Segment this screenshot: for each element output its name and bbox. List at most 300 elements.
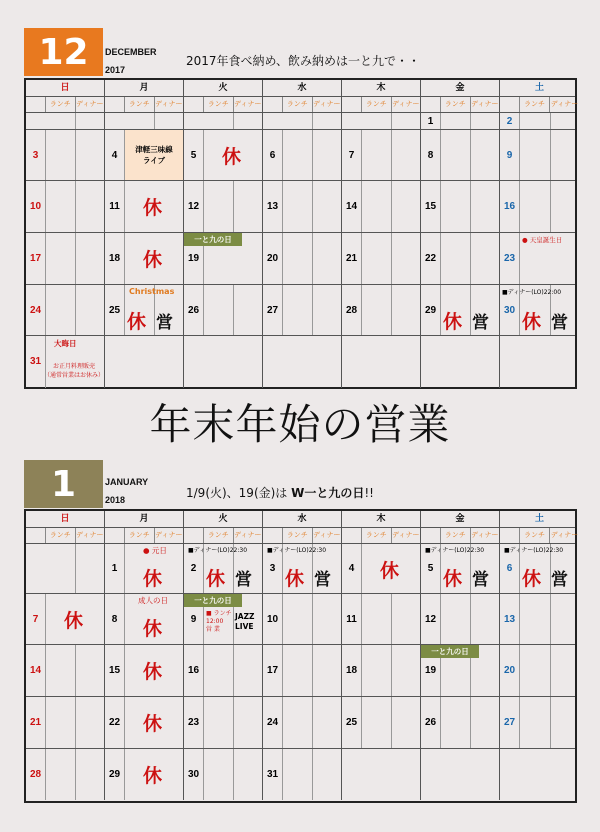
day-number: 21 [26, 697, 46, 748]
slot-divider [470, 285, 471, 335]
day-body [520, 130, 579, 180]
day-cell [342, 594, 421, 644]
day-cell [184, 336, 263, 388]
slot-divider [233, 285, 234, 335]
open-mark: 営 [551, 313, 568, 333]
day-body [204, 285, 262, 335]
week-row [26, 336, 575, 388]
day-number: 13 [500, 594, 520, 644]
slot-divider [75, 130, 76, 180]
day-cell [342, 749, 421, 800]
day-number: 19 [421, 645, 441, 696]
slot-blank [26, 97, 46, 112]
slot-blank [342, 97, 362, 112]
slot-dinner-label: ディナー [550, 531, 579, 539]
slot-blank [421, 97, 441, 112]
weekday-sun: 日 [26, 511, 105, 527]
weekday-thu: 木 [342, 80, 421, 96]
day-body [204, 645, 262, 696]
day-body [283, 336, 341, 388]
day-number: 8 [105, 594, 125, 644]
closed-mark: 休 [143, 249, 163, 271]
day-number: 10 [26, 181, 46, 232]
day-body [362, 233, 420, 284]
day-number: 1 [421, 113, 441, 129]
slot-divider [233, 645, 234, 696]
slot-divider [312, 645, 313, 696]
day-cell [105, 285, 184, 335]
day-body [520, 697, 579, 748]
slot-divider [312, 113, 313, 129]
slot-cell [105, 97, 184, 112]
slot-divider [391, 594, 392, 644]
slot-divider [550, 594, 551, 644]
day-number: 6 [263, 130, 283, 180]
day-body [520, 749, 579, 800]
day-cell [500, 130, 579, 180]
day-cell [342, 285, 421, 335]
day-body [362, 181, 420, 232]
slot-blank [26, 528, 46, 543]
day-cell [421, 181, 500, 232]
day-number [500, 336, 520, 388]
day-number: 20 [500, 645, 520, 696]
day-body [194, 233, 262, 284]
tagline-jan-bold: W一と九の日 [291, 486, 365, 500]
day-body [441, 181, 499, 232]
day-cell [26, 233, 105, 284]
day-body [441, 336, 499, 388]
week-row [26, 697, 575, 749]
week-row [26, 130, 575, 181]
calendar-jan [24, 509, 577, 803]
day-cell [105, 544, 184, 593]
day-body [283, 749, 341, 800]
day-cell [421, 594, 500, 644]
dinner-note: ■ディナー(LO)22:30 [188, 547, 248, 554]
day-cell [184, 645, 263, 696]
slot-divider [470, 181, 471, 232]
open-mark: 営 [551, 570, 568, 590]
event-omisoka: 大晦日 [54, 339, 77, 348]
day-number [421, 749, 441, 800]
closed-mark: 休 [143, 568, 163, 590]
slot-cell [500, 528, 579, 543]
day-number: 11 [105, 181, 125, 232]
event-ichitoku-day: 一と九の日 [421, 645, 479, 658]
closed-mark: 休 [143, 765, 163, 787]
day-cell [500, 181, 579, 232]
day-cell [500, 697, 579, 748]
day-body [362, 645, 420, 696]
slot-divider [75, 544, 76, 593]
day-body [441, 594, 499, 644]
closed-mark: 休 [522, 568, 542, 590]
day-cell [105, 181, 184, 232]
day-body [425, 544, 499, 593]
day-number: 18 [105, 233, 125, 284]
day-number: 25 [342, 697, 362, 748]
closed-mark: 休 [443, 568, 463, 590]
slot-cell [184, 97, 263, 112]
slot-lunch-label: ランチ [520, 528, 550, 543]
day-cell [421, 130, 500, 180]
day-body [188, 544, 262, 593]
day-number: 22 [105, 697, 125, 748]
day-cell [105, 749, 184, 800]
slot-divider [75, 697, 76, 748]
slot-lunch-label: ランチ [204, 528, 234, 543]
slot-header [26, 97, 579, 113]
closed-mark: 休 [143, 618, 163, 640]
day-number: 4 [342, 544, 362, 593]
day-number: 16 [184, 645, 204, 696]
weekday-fri: 金 [421, 80, 500, 96]
day-cell [263, 181, 342, 232]
day-cell [26, 544, 105, 593]
day-number: 30 [184, 749, 204, 800]
day-cell [500, 645, 579, 696]
slot-lunch-label: ランチ [441, 97, 471, 112]
day-cell [421, 749, 500, 800]
day-number [263, 336, 283, 388]
closed-mark: 休 [443, 311, 463, 333]
day-number: 26 [421, 697, 441, 748]
day-number: 12 [184, 181, 204, 232]
slot-divider [75, 181, 76, 232]
day-cell [263, 697, 342, 748]
weekday-sat: 土 [534, 83, 544, 93]
day-cell [184, 285, 263, 335]
day-number [26, 544, 46, 593]
week-row [26, 645, 575, 697]
day-cell [263, 336, 342, 388]
page-title: 年末年始の営業 [149, 400, 451, 449]
day-number: 1 [105, 544, 125, 593]
day-body [46, 697, 104, 748]
slot-cell [342, 528, 421, 543]
day-number [105, 336, 125, 388]
slot-lunch-label: ランチ [362, 528, 392, 543]
day-body [362, 336, 420, 388]
day-body [283, 594, 341, 644]
day-number: 15 [421, 181, 441, 232]
day-body [46, 130, 104, 180]
closed-mark: 休 [143, 197, 163, 219]
day-cell [263, 233, 342, 284]
day-body [362, 113, 420, 129]
day-cell [342, 645, 421, 696]
slot-cell [342, 97, 421, 112]
slot-divider [391, 233, 392, 284]
slot-divider [312, 749, 313, 800]
day-body [46, 544, 104, 593]
day-number: 29 [421, 285, 441, 335]
tagline-dec: 2017年食べ納め、飲み納めは一と九で・・ [186, 54, 421, 68]
day-cell [342, 697, 421, 748]
day-cell [26, 594, 105, 644]
day-cell [105, 336, 184, 388]
slot-dinner-label: ディナー [76, 531, 104, 539]
day-body [520, 181, 579, 232]
day-body [283, 233, 341, 284]
closed-mark: 休 [143, 713, 163, 735]
event-seijin: 成人の日 [138, 596, 168, 605]
day-body [43, 336, 104, 388]
day-cell [263, 594, 342, 644]
day-cell [421, 697, 500, 748]
day-number [26, 113, 46, 129]
slot-lunch-label: ランチ [46, 528, 76, 543]
dinner-note: ■ディナー(LO)22:30 [504, 547, 564, 554]
slot-divider [470, 130, 471, 180]
dinner-note: ■ディナー(LO)22:30 [267, 547, 327, 554]
day-number: 12 [421, 594, 441, 644]
day-number: 15 [105, 645, 125, 696]
day-body [283, 181, 341, 232]
slot-divider [470, 113, 471, 129]
day-number: 4 [105, 130, 125, 180]
day-body [204, 113, 262, 129]
day-cell [184, 130, 263, 180]
slot-header [26, 528, 579, 544]
slot-blank [342, 528, 362, 543]
day-body [125, 130, 183, 180]
day-number [105, 113, 125, 129]
weekday-tue: 火 [184, 80, 263, 96]
event-shamisen-live: 津軽三味線 ライブ [135, 145, 173, 165]
day-number [263, 113, 283, 129]
day-number: 7 [342, 130, 362, 180]
day-number: 27 [500, 697, 520, 748]
day-body [441, 130, 499, 180]
closed-mark: 休 [64, 610, 84, 632]
day-cell [263, 544, 342, 593]
open-mark: 営 [314, 570, 331, 590]
weekday-mon: 月 [105, 80, 184, 96]
event-osechi: お正月料理販売 （通常営業はお休み） [43, 363, 104, 379]
day-number: 5 [421, 544, 441, 593]
day-cell [105, 697, 184, 748]
event-christmas: Christmas [129, 287, 175, 296]
slot-divider [391, 113, 392, 129]
day-body [46, 645, 104, 696]
slot-lunch-label: ランチ [362, 97, 392, 112]
slot-blank [105, 97, 125, 112]
day-cell [184, 181, 263, 232]
day-number: 21 [342, 233, 362, 284]
day-number [342, 336, 362, 388]
day-body [46, 285, 104, 335]
day-cell [342, 113, 421, 129]
day-cell [184, 544, 263, 593]
day-cell [421, 336, 500, 388]
day-cell [263, 130, 342, 180]
weekday-mon: 月 [105, 511, 184, 527]
day-number: 8 [421, 130, 441, 180]
day-cell [263, 749, 342, 800]
slot-lunch-label: ランチ [46, 97, 76, 112]
slot-divider [233, 113, 234, 129]
weekday-tue: 火 [184, 511, 263, 527]
slot-divider [550, 645, 551, 696]
weekday-sun: 日 [26, 80, 105, 96]
slot-dinner-label: ディナー [155, 100, 183, 108]
slot-divider [391, 697, 392, 748]
day-body [125, 285, 183, 335]
day-body [204, 697, 262, 748]
day-cell [263, 645, 342, 696]
day-number: 31 [26, 336, 46, 388]
day-number [342, 749, 362, 800]
slot-divider [550, 113, 551, 129]
year-dec: 2017 [105, 65, 126, 75]
closed-mark: 休 [143, 661, 163, 683]
slot-blank [105, 528, 125, 543]
day-body [362, 697, 420, 748]
day-body [283, 645, 341, 696]
day-body [283, 285, 341, 335]
day-number: 28 [342, 285, 362, 335]
slot-blank [421, 528, 441, 543]
day-cell [184, 594, 263, 644]
slot-blank [184, 97, 204, 112]
tagline-jan-post: !! [364, 486, 374, 500]
day-body [441, 233, 499, 284]
dinner-note: ■ディナー(LO)22:00 [502, 289, 562, 296]
day-body [267, 544, 341, 593]
day-cell [342, 336, 421, 388]
day-number: 25 [105, 285, 125, 335]
day-cell [421, 645, 500, 696]
day-body [46, 594, 104, 644]
slot-lunch-label: ランチ [283, 528, 313, 543]
weekday-fri: 金 [421, 511, 500, 527]
week-rows [26, 113, 575, 388]
slot-divider [470, 233, 471, 284]
day-cell [26, 645, 105, 696]
slot-divider [312, 181, 313, 232]
day-cell [26, 130, 105, 180]
weekday-header [26, 511, 575, 528]
slot-divider [391, 645, 392, 696]
day-number: 10 [263, 594, 283, 644]
weekday-sat: 土 [534, 514, 544, 524]
day-body [520, 113, 579, 129]
day-body [46, 749, 104, 800]
weekday-wed: 水 [263, 511, 342, 527]
slot-cell [263, 97, 342, 112]
day-body [504, 544, 579, 593]
event-ichitoku-day: 一と九の日 [184, 233, 242, 246]
day-cell [26, 697, 105, 748]
day-number: 30 [500, 285, 520, 335]
day-number: 23 [500, 233, 520, 284]
closed-mark: 休 [285, 568, 305, 590]
day-cell [500, 233, 579, 284]
slot-cell [184, 528, 263, 543]
day-cell [421, 544, 500, 593]
day-number: 9 [184, 594, 204, 644]
day-cell [26, 336, 105, 388]
tagline-jan [186, 484, 374, 501]
day-number: 16 [500, 181, 520, 232]
day-body [431, 645, 499, 696]
day-number: 14 [342, 181, 362, 232]
day-cell [184, 233, 263, 284]
day-body [441, 697, 499, 748]
day-cell [421, 285, 500, 335]
slot-cell [105, 528, 184, 543]
open-mark: 営 [472, 313, 489, 333]
closed-mark: 休 [522, 311, 542, 333]
day-cell [263, 113, 342, 129]
day-body [125, 336, 183, 388]
slot-lunch-label: ランチ [125, 97, 155, 112]
slot-dinner-label: ディナー [392, 100, 420, 108]
day-number [421, 336, 441, 388]
day-body [204, 130, 262, 180]
slot-dinner-label: ディナー [313, 531, 341, 539]
day-cell [342, 544, 421, 593]
event-ichitoku-day: 一と九の日 [184, 594, 242, 607]
slot-dinner-label: ディナー [313, 100, 341, 108]
slot-divider [312, 697, 313, 748]
day-number: 9 [500, 130, 520, 180]
event-jazz-live: JAZZ LIVE [235, 612, 255, 631]
slot-divider [233, 181, 234, 232]
slot-lunch-label: ランチ [125, 528, 155, 543]
day-body [520, 645, 579, 696]
day-cell [500, 544, 579, 593]
closed-mark: 休 [222, 146, 242, 168]
day-cell [342, 181, 421, 232]
slot-divider [75, 233, 76, 284]
slot-cell [421, 97, 500, 112]
tagline-jan-pre: 1/9(火)、19(金)は [186, 486, 292, 500]
day-number: 6 [500, 544, 520, 593]
closed-mark: 休 [206, 568, 226, 590]
day-number: 11 [342, 594, 362, 644]
day-cell [105, 233, 184, 284]
slot-divider [470, 697, 471, 748]
slot-divider [75, 645, 76, 696]
slot-dinner-label: ディナー [550, 100, 579, 108]
day-cell [26, 749, 105, 800]
day-number: 26 [184, 285, 204, 335]
slot-cell [26, 528, 105, 543]
event-emperor-birthday: ● 天皇誕生日 [522, 236, 563, 244]
day-number: 27 [263, 285, 283, 335]
day-cell [342, 130, 421, 180]
slot-divider [550, 181, 551, 232]
day-number: 22 [421, 233, 441, 284]
day-cell [26, 113, 105, 129]
week-rows [26, 544, 575, 800]
week-row [26, 594, 575, 645]
slot-divider [75, 285, 76, 335]
day-body [520, 336, 579, 388]
day-number [500, 749, 520, 800]
day-cell [105, 645, 184, 696]
week-row [26, 233, 575, 285]
slot-lunch-label: ランチ [520, 97, 550, 112]
slot-blank [500, 528, 520, 543]
day-cell [263, 285, 342, 335]
slot-dinner-label: ディナー [471, 531, 499, 539]
slot-divider [233, 697, 234, 748]
slot-divider [391, 285, 392, 335]
